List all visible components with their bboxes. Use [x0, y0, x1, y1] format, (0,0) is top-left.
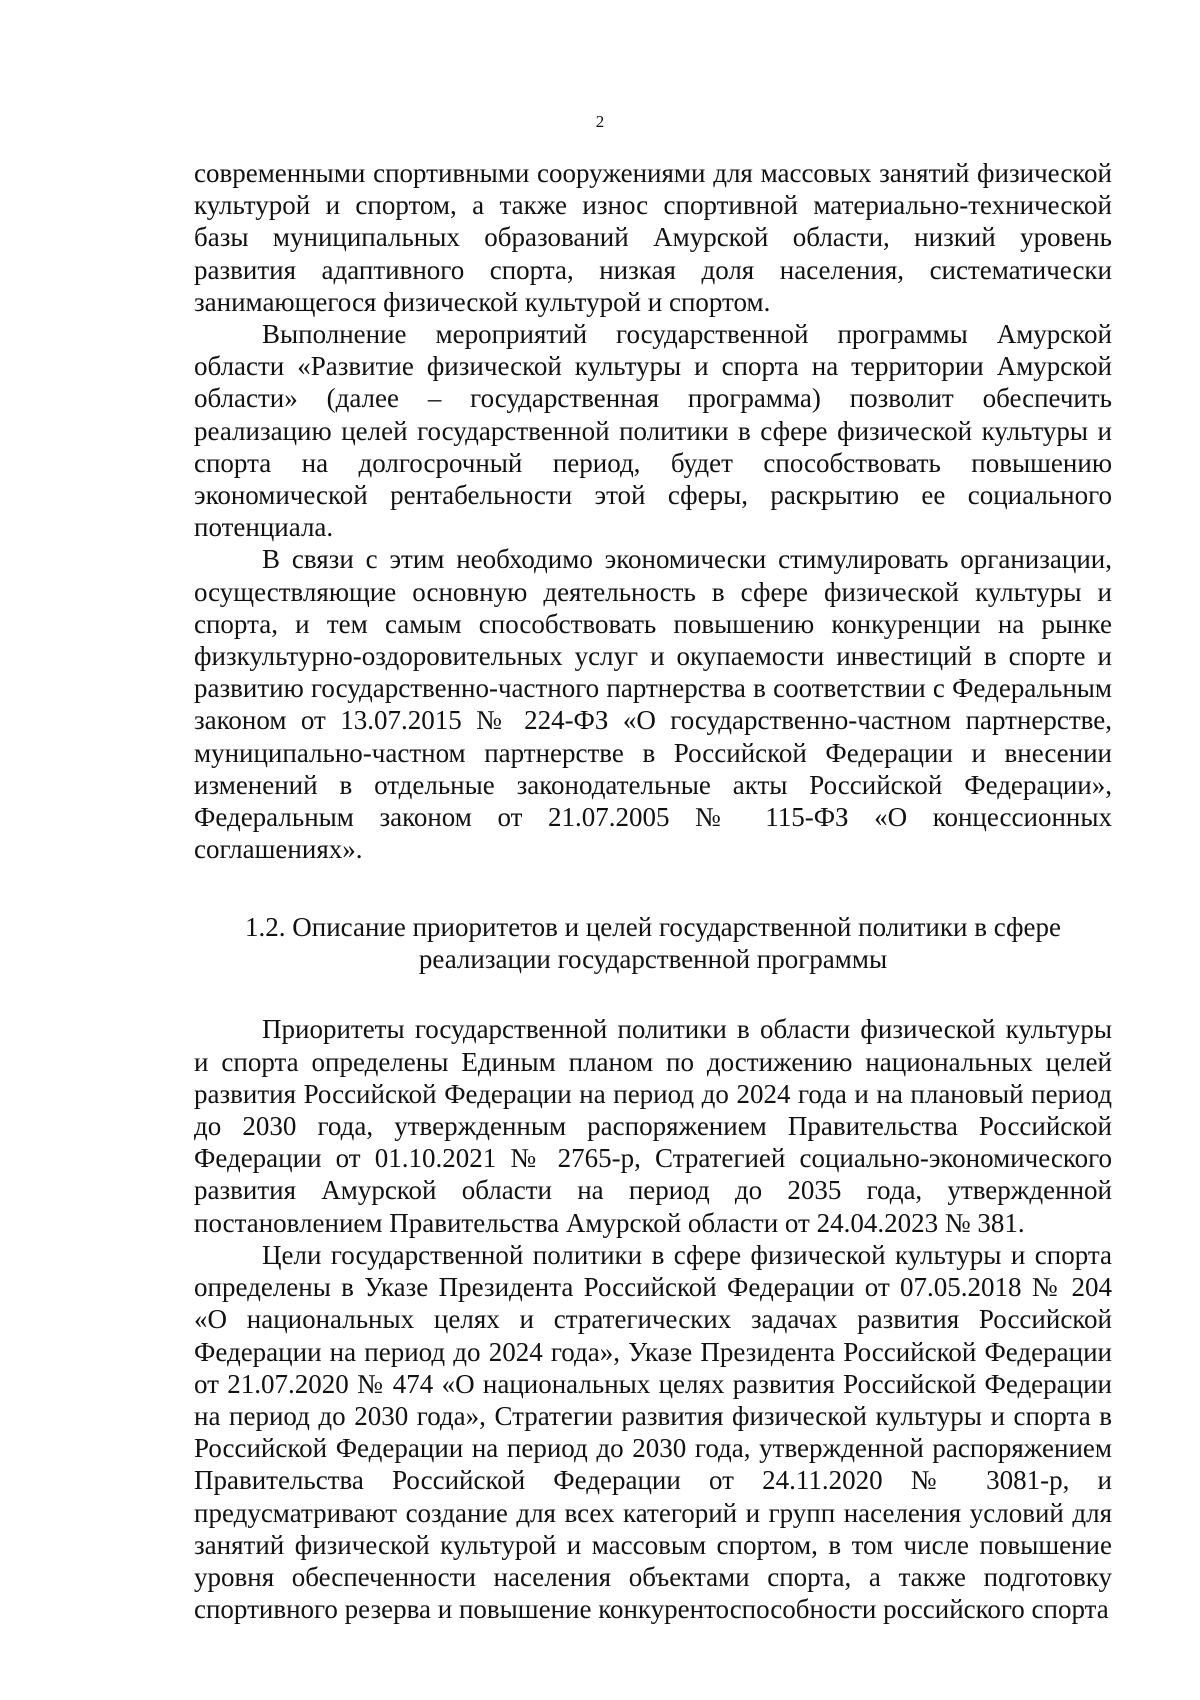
paragraph-continuation: современными спортивными сооружениями для массовых занятий физической культурой и спортом, а также износ спортивной материально-технической базы муниципальных образований Амурской области, низкий уровень развития адаптивного спорта, низкая доля населения, систематически занимающегося физической культурой и спортом. [194, 158, 1112, 317]
paragraph-economic-stimulation: В связи с этим необходимо экономически стимулировать организации, осуществляющие основную деятельность в сфере физической культуры и спорта, и тем самым способствовать повышению конкуренции на рынке физкультурно-оздоровительных услуг и окупаемости инвестиций в спорте и развитию государственно-частного партнерства в соответствии с Федеральным законом от 13.07.2015 № 224-ФЗ «О государственно-частном партнерстве, муниципально-частном партнерстве в Российской Федерации и внесении изменений в отдельные законодательные акты Российской Федерации», Федеральным законом от 21.07.2005 № 115-ФЗ «О концессионных соглашениях». [194, 544, 1112, 865]
section-heading-line-2: реализации государственной программы [418, 944, 888, 975]
page-number: 2 [595, 112, 605, 131]
paragraph-priorities: Приоритеты государственной политики в области физической культуры и спорта определены Единым планом по достижению национальных целей развития Российской Федерации на период до 2024 года и на плановый период до 2030 года, утвержденным распоряжением Правительства Российской Федерации от 01.10.2021 № 2765-р, Стратегией социально-экономического развития Амурской области на период до 2035 года, утвержденной постановлением Правительства Амурской области от 24.04.2023 № 381. [194, 1014, 1112, 1238]
paragraph-policy-goals: Цели государственной политики в сфере физической культуры и спорта определены в Указе Президента Российской Федерации от 07.05.2018 № 204 «О национальных целях и стратегических задачах развития Российской Федерации на период до 2024 года», Указе Президента Российской Федерации от 21.07.2020 № 474 «О национальных целях развития Российской Федерации на период до 2030 года», Стратегии развития физической культуры и спорта в Российской Федерации на период до 2030 года, утвержденной распоряжением Правительства Российской Федерации от 24.11.2020 № 3081-р, и предусматривают создание для всех категорий и групп населения условий для занятий физической культурой и массовым спортом, в том числе повышение уровня обеспеченности населения объектами спорта, а также подготовку спортивного резерва и повышение конкурентоспособности российского спорта [194, 1239, 1112, 1625]
section-heading [194, 911, 1112, 975]
section-heading-line-1: 1.2. Описание приоритетов и целей государственной политики в сфере [245, 912, 1061, 943]
document-body [194, 157, 1112, 1625]
paragraph-program-goals: Выполнение мероприятий государственной программы Амурской области «Развитие физической культуры и спорта на территории Амурской области» (далее – государственная программа) позволит обеспечить реализацию целей государственной политики в сфере физической культуры и спорта на долгосрочный период, будет способствовать повышению экономической рентабельности этой сферы, раскрытию ее социального потенциала. [194, 319, 1112, 543]
